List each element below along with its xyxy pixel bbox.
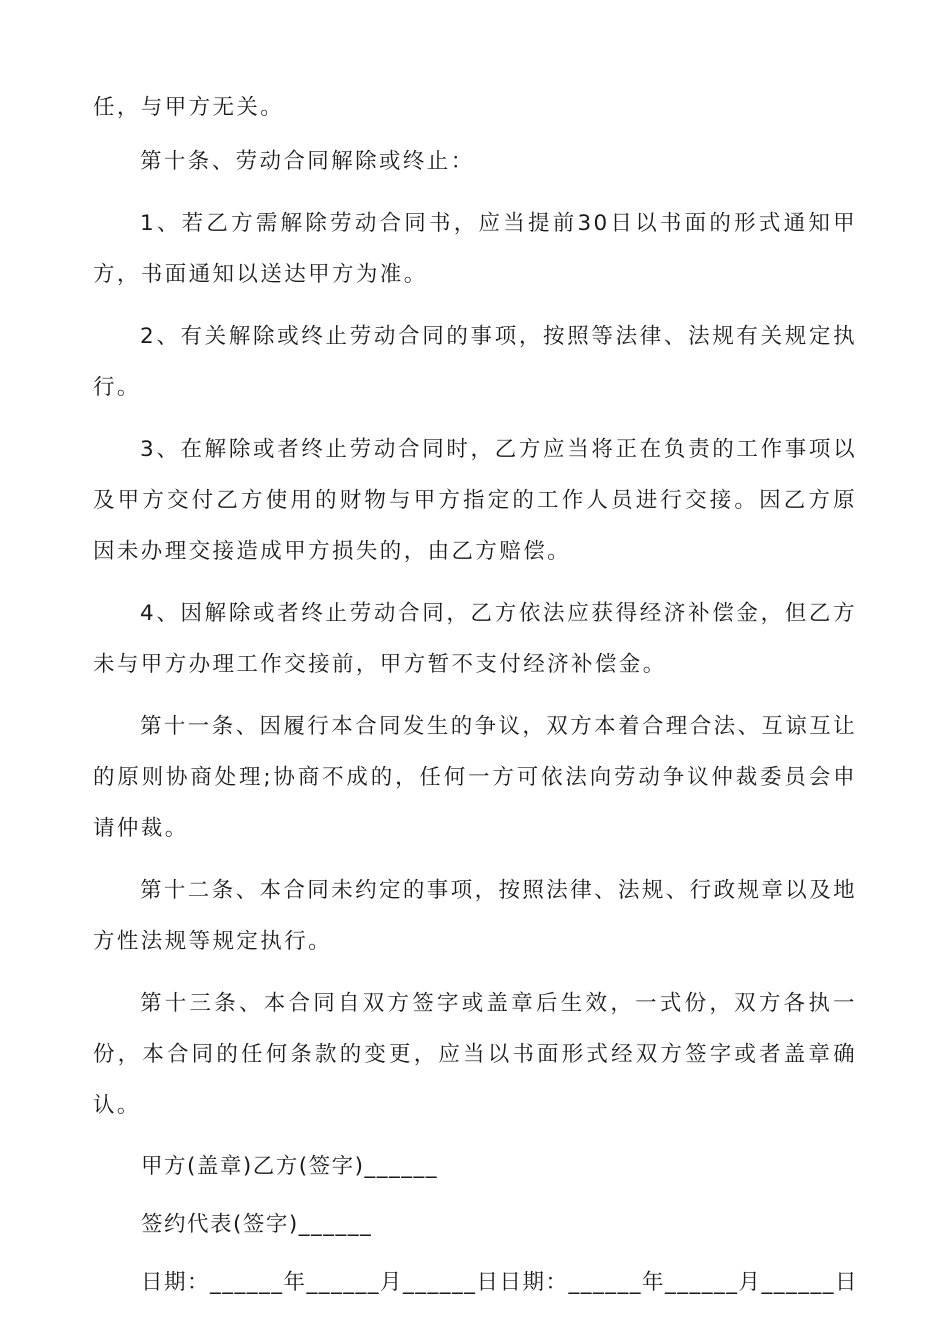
article-10-clause-2: 2、有关解除或终止劳动合同的事项，按照等法律、法规有关规定执行。	[93, 324, 857, 400]
article-11: 第十一条、因履行本合同发生的争议，双方本着合理合法、互谅互让的原则协商处理;协商不成的，任何一方可依法向劳动争议仲裁委员会申请仲裁。	[93, 714, 858, 841]
date-line: 日期：______年______月______日日期：______年______月______日	[141, 1270, 859, 1295]
article-10-clause-4: 4、因解除或者终止劳动合同，乙方依法应获得经济补偿金，但乙方未与甲方办理工作交接前，甲方暂不支付经济补偿金。	[93, 601, 857, 677]
article-10-clause-1: 1、若乙方需解除劳动合同书，应当提前30日以书面的形式通知甲方，书面通知以送达甲方为准。	[93, 211, 857, 287]
article-10-heading: 第十条、劳动合同解除或终止：	[140, 149, 475, 174]
party-signature-line: 甲方(盖章)乙方(签字)______	[141, 1154, 439, 1179]
representative-signature-line: 签约代表(签字)______	[141, 1212, 373, 1237]
document-body	[93, 82, 857, 1316]
article-13: 第十三条、本合同自双方签字或盖章后生效，一式份，双方各执一份，本合同的任何条款的变更，应当以书面形式经双方签字或者盖章确认。	[93, 991, 857, 1118]
article-12: 第十二条、本合同未约定的事项，按照法律、法规、行政规章以及地方性法规等规定执行。	[93, 878, 858, 954]
paragraph-continuation: 任，与甲方无关。	[93, 95, 285, 120]
article-10-clause-3: 3、在解除或者终止劳动合同时，乙方应当将正在负责的工作事项以及甲方交付乙方使用的财物与甲方指定的工作人员进行交接。因乙方原因未办理交接造成甲方损失的，由乙方赔偿。	[93, 437, 857, 564]
